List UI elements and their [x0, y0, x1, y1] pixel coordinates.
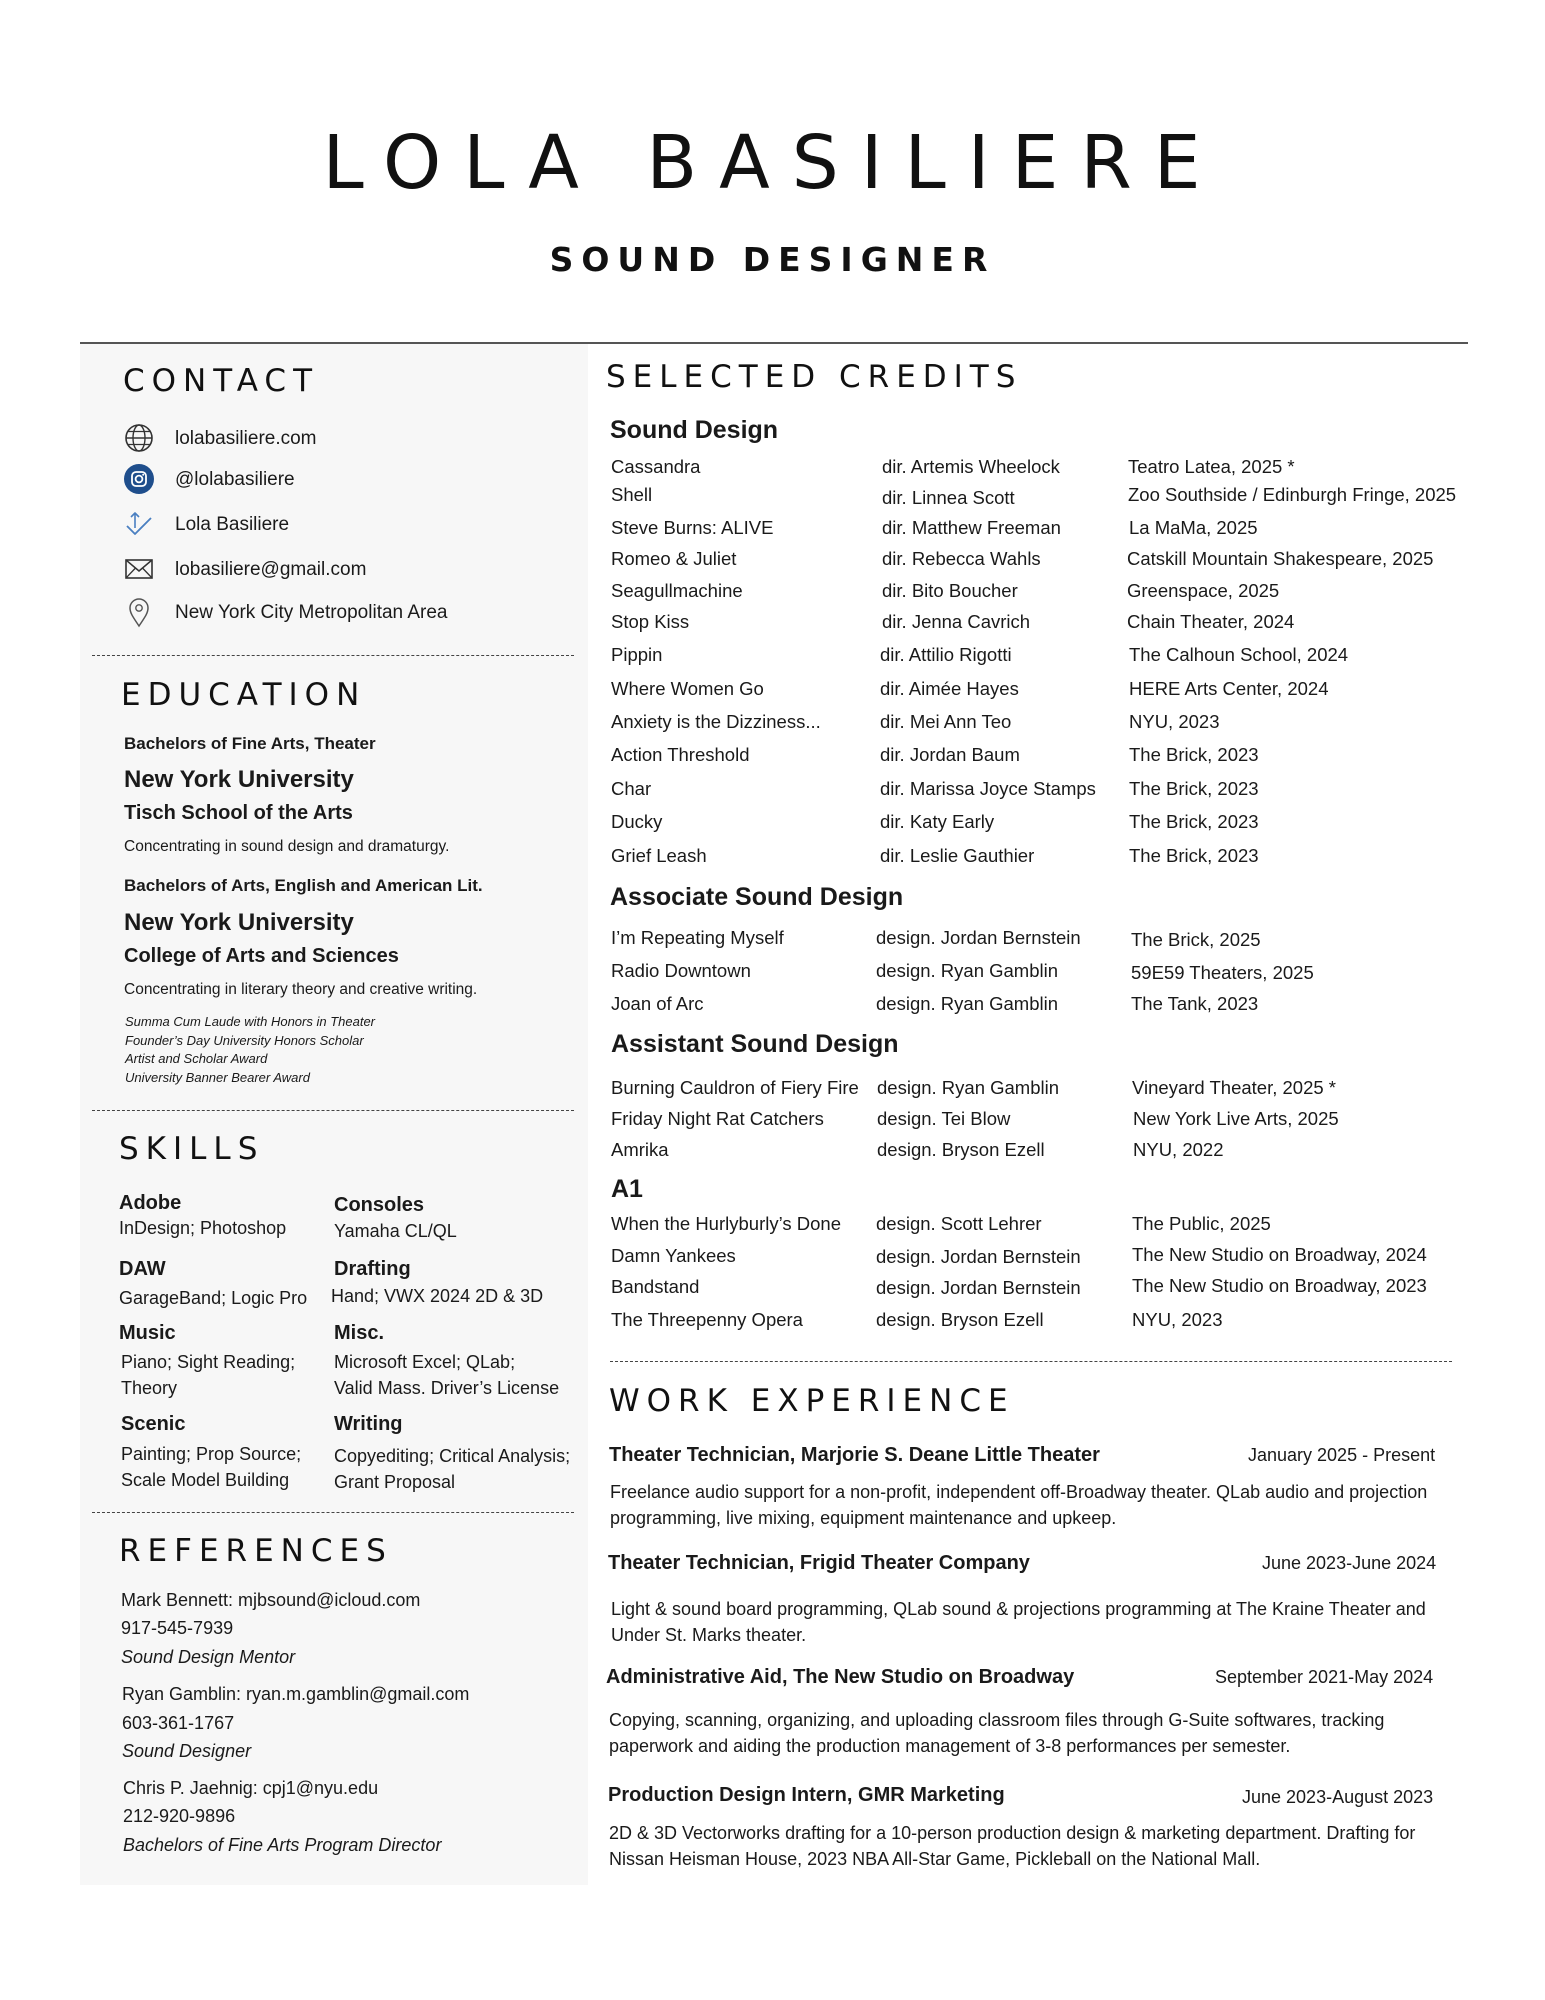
job-title: Production Design Intern, GMR Marketing [608, 1784, 1005, 1806]
credit-title: Burning Cauldron of Fiery Fire [611, 1077, 859, 1098]
edu-note-2: Concentrating in literary theory and creative writing. [124, 981, 478, 998]
credit-venue: 59E59 Theaters, 2025 [1131, 962, 1314, 983]
reference-phone: 212-920-9896 [123, 1806, 236, 1826]
edu-subschool-2: College of Arts and Sciences [124, 945, 399, 967]
credit-venue: Teatro Latea, 2025 * [1128, 456, 1295, 477]
skill-value: InDesign; Photoshop [119, 1218, 287, 1238]
skill-category: Consoles [334, 1194, 425, 1216]
credit-venue: Catskill Mountain Shakespeare, 2025 [1127, 548, 1434, 569]
credit-director: dir. Artemis Wheelock [882, 456, 1060, 477]
credit-title: I’m Repeating Myself [611, 927, 784, 948]
credit-title: Bandstand [611, 1276, 700, 1297]
credit-title: Char [611, 778, 652, 799]
credit-venue: The Calhoun School, 2024 [1129, 644, 1349, 665]
credit-venue: The Brick, 2023 [1129, 811, 1259, 832]
credit-venue: Vineyard Theater, 2025 * [1132, 1077, 1336, 1098]
credit-director: design. Bryson Ezell [877, 1139, 1045, 1160]
credit-director: dir. Aimée Hayes [880, 678, 1019, 699]
skills-divider [92, 1512, 574, 1513]
skill-value: Microsoft Excel; QLab; [334, 1352, 516, 1372]
education-divider [92, 1110, 574, 1111]
linkedin-icon [123, 508, 155, 540]
references-title: REFERENCES [119, 1533, 393, 1569]
reference-phone: 603-361-1767 [122, 1713, 235, 1733]
credit-venue: HERE Arts Center, 2024 [1129, 678, 1329, 699]
credit-title: Stop Kiss [611, 611, 690, 632]
contact-location [123, 596, 583, 630]
credit-category: A1 [611, 1175, 643, 1203]
credit-venue: La MaMa, 2025 [1129, 517, 1258, 538]
edu-school-2: New York University [124, 909, 354, 936]
credit-director: design. Tei Blow [877, 1108, 1011, 1129]
skill-value: GarageBand; Logic Pro [119, 1288, 308, 1308]
skill-category: Scenic [121, 1413, 186, 1435]
reference-contact: Ryan Gamblin: ryan.m.gamblin@gmail.com [122, 1684, 470, 1704]
skill-category: Writing [334, 1413, 403, 1435]
reference-role: Sound Designer [122, 1741, 252, 1761]
credit-title: Shell [611, 484, 653, 505]
edu-honor: University Banner Bearer Award [125, 1069, 310, 1085]
credit-venue: The Brick, 2023 [1129, 845, 1259, 866]
skill-value: Hand; VWX 2024 2D & 3D [331, 1286, 544, 1306]
contact-email[interactable] [123, 553, 583, 587]
credit-director: dir. Marissa Joyce Stamps [880, 778, 1096, 799]
credit-director: dir. Leslie Gauthier [880, 845, 1035, 866]
skill-category: Drafting [334, 1258, 411, 1280]
contact-website-label: lolabasiliere.com [175, 428, 317, 449]
contact-instagram[interactable] [123, 463, 583, 497]
reference-role: Sound Design Mentor [121, 1647, 296, 1667]
skill-category: Music [119, 1322, 176, 1344]
skill-value: Scale Model Building [121, 1470, 290, 1490]
skill-value: Copyediting; Critical Analysis; [334, 1446, 571, 1466]
contact-title: CONTACT [123, 363, 320, 399]
credit-title: When the Hurlyburly’s Done [611, 1213, 841, 1234]
credit-title: Steve Burns: ALIVE [611, 517, 774, 538]
credit-director: dir. Mei Ann Teo [880, 711, 1012, 732]
credit-venue: The Brick, 2025 [1131, 929, 1261, 950]
instagram-icon [123, 463, 155, 495]
work-title: WORK EXPERIENCE [609, 1383, 1015, 1419]
edu-degree-2: Bachelors of Arts, English and American Lit. [124, 876, 483, 895]
credit-venue: NYU, 2022 [1133, 1139, 1224, 1160]
skill-value: Theory [121, 1378, 178, 1398]
credit-venue: NYU, 2023 [1132, 1309, 1223, 1330]
credit-title: Seagullmachine [611, 580, 743, 601]
reference-role: Bachelors of Fine Arts Program Director [123, 1835, 442, 1855]
contact-linkedin[interactable] [123, 508, 583, 542]
skill-category: DAW [119, 1258, 166, 1280]
reference-contact: Chris P. Jaehnig: cpj1@nyu.edu [123, 1778, 379, 1798]
credit-title: Pippin [611, 644, 663, 665]
contact-linkedin-label: Lola Basiliere [175, 514, 290, 535]
credit-venue: The Tank, 2023 [1131, 993, 1259, 1014]
edu-honor: Artist and Scholar Award [125, 1051, 268, 1066]
contact-website[interactable] [123, 422, 583, 456]
credit-venue: The New Studio on Broadway, 2024 [1132, 1244, 1427, 1265]
job-description: Copying, scanning, organizing, and uploading classroom files through G-Suite softwares, tracking paperwork and aiding the production management of 3-8 performances per semester. [609, 1710, 1385, 1756]
edu-school-1: New York University [124, 766, 354, 793]
skill-category: Misc. [334, 1322, 385, 1344]
credit-venue: The New Studio on Broadway, 2023 [1132, 1275, 1427, 1296]
credit-venue: Chain Theater, 2024 [1127, 611, 1295, 632]
contact-location-label: New York City Metropolitan Area [175, 602, 448, 623]
contact-email-label: lobasiliere@gmail.com [175, 559, 367, 580]
credit-director: dir. Attilio Rigotti [880, 644, 1012, 665]
job-date: September 2021-May 2024 [1215, 1667, 1434, 1687]
credit-venue: Greenspace, 2025 [1127, 580, 1280, 601]
job-date: June 2023-August 2023 [1242, 1787, 1434, 1807]
credit-director: dir. Rebecca Wahls [882, 548, 1041, 569]
skill-value: Valid Mass. Driver’s License [334, 1378, 560, 1398]
credit-title: Romeo & Juliet [611, 548, 737, 569]
skills-title: SKILLS [119, 1131, 265, 1167]
job-description: Freelance audio support for a non-profit, independent off-Broadway theater. QLab audio and projection programming, live mixing, equipment maintenance and upkeep. [610, 1482, 1428, 1528]
reference-contact: Mark Bennett: mjbsound@icloud.com [121, 1590, 421, 1610]
credit-director: design. Ryan Gamblin [877, 1077, 1060, 1098]
mail-icon [123, 553, 155, 585]
skill-value: Grant Proposal [334, 1472, 456, 1492]
credit-title: Radio Downtown [611, 960, 751, 981]
credit-category: Associate Sound Design [610, 883, 904, 911]
globe-icon [123, 422, 155, 454]
credit-director: dir. Matthew Freeman [882, 517, 1061, 538]
credit-title: Joan of Arc [611, 993, 704, 1014]
credit-title: Friday Night Rat Catchers [611, 1108, 824, 1129]
job-title: Administrative Aid, The New Studio on Broadway [606, 1666, 1075, 1688]
credit-director: dir. Jenna Cavrich [882, 611, 1031, 632]
job-title: Theater Technician, Frigid Theater Company [608, 1552, 1030, 1574]
credit-venue: The Brick, 2023 [1129, 778, 1259, 799]
contact-divider [92, 655, 574, 656]
credits-title: SELECTED CREDITS [606, 359, 1023, 395]
credit-director: dir. Katy Early [880, 811, 995, 832]
credit-venue: The Brick, 2023 [1129, 744, 1259, 765]
credit-director: design. Scott Lehrer [876, 1213, 1042, 1234]
credit-director: dir. Jordan Baum [880, 744, 1020, 765]
credit-director: design. Ryan Gamblin [876, 993, 1059, 1014]
credit-venue: The Public, 2025 [1132, 1213, 1271, 1234]
job-description: Light & sound board programming, QLab sound & projections programming at The Kraine Theater and Under St. Marks theater. [611, 1599, 1426, 1645]
job-title: Theater Technician, Marjorie S. Deane Little Theater [609, 1444, 1100, 1466]
contact-instagram-label: @lolabasiliere [175, 469, 295, 490]
credits-divider [610, 1361, 1452, 1362]
credit-venue: New York Live Arts, 2025 [1133, 1108, 1339, 1129]
edu-subschool-1: Tisch School of the Arts [124, 802, 353, 824]
job-description: 2D & 3D Vectorworks drafting for a 10-person production design & marketing department. Drafting for Nissan Heisman House, 2023 NBA All-Star Game, Pickleball on the National Mall. [609, 1823, 1416, 1869]
credit-director: design. Jordan Bernstein [876, 927, 1081, 948]
credit-director: design. Ryan Gamblin [876, 960, 1059, 981]
edu-honor: Founder’s Day University Honors Scholar [125, 1032, 364, 1048]
credit-title: Action Threshold [611, 744, 750, 765]
credit-title: Cassandra [611, 456, 701, 477]
credit-title: Where Women Go [611, 678, 764, 699]
resume-role: SOUND DESIGNER [549, 240, 996, 279]
credit-venue: Zoo Southside / Edinburgh Fringe, 2025 [1128, 484, 1457, 505]
credit-category: Sound Design [610, 416, 779, 444]
credit-title: Anxiety is the Dizziness... [611, 711, 821, 732]
education-title: EDUCATION [121, 677, 367, 713]
credit-title: The Threepenny Opera [611, 1309, 803, 1330]
skill-value: Piano; Sight Reading; [121, 1352, 296, 1372]
reference-phone: 917-545-7939 [121, 1618, 234, 1638]
job-date: June 2023-June 2024 [1262, 1553, 1437, 1573]
edu-degree-1: Bachelors of Fine Arts, Theater [124, 734, 376, 753]
skill-category: Adobe [119, 1192, 182, 1214]
credit-director: design. Bryson Ezell [876, 1309, 1044, 1330]
credit-title: Amrika [611, 1139, 669, 1160]
credit-director: design. Jordan Bernstein [876, 1246, 1081, 1267]
location-pin-icon [123, 596, 155, 628]
skill-value: Painting; Prop Source; [121, 1444, 302, 1464]
credit-director: design. Jordan Bernstein [876, 1277, 1081, 1298]
credit-director: dir. Linnea Scott [882, 487, 1015, 508]
credit-director: dir. Bito Boucher [882, 580, 1018, 601]
edu-note-1: Concentrating in sound design and dramaturgy. [124, 838, 450, 855]
credit-title: Damn Yankees [611, 1245, 736, 1266]
skill-value: Yamaha CL/QL [334, 1221, 457, 1241]
job-date: January 2025 - Present [1248, 1445, 1436, 1465]
credit-category: Assistant Sound Design [611, 1030, 899, 1058]
credit-title: Ducky [611, 811, 663, 832]
credit-title: Grief Leash [611, 845, 707, 866]
credit-venue: NYU, 2023 [1129, 711, 1220, 732]
edu-honor: Summa Cum Laude with Honors in Theater [125, 1014, 376, 1029]
resume-name: LOLA BASILIERE [322, 120, 1223, 206]
